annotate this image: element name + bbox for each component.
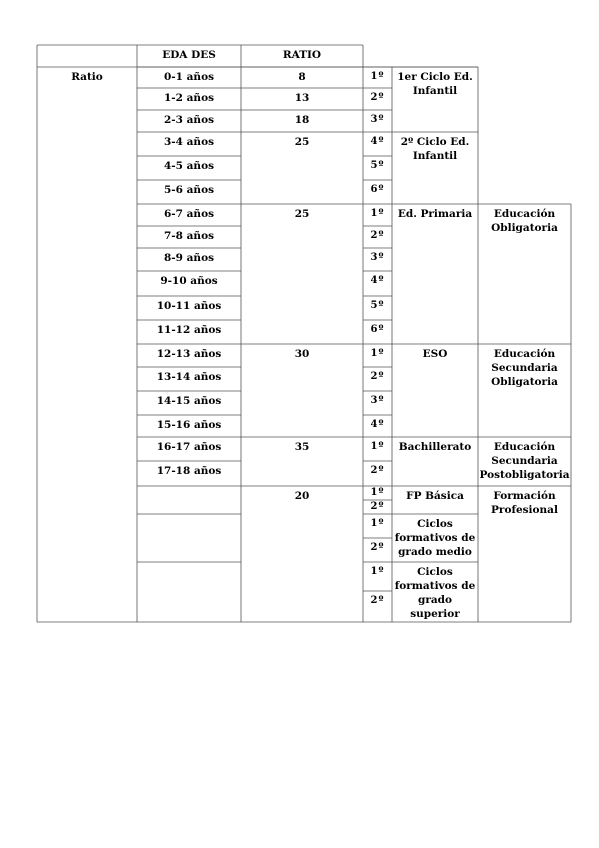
cycle-cell: 1er Ciclo Ed. Infantil [397, 71, 473, 97]
age-cell: 16-17 años [156, 441, 222, 453]
cycle-cell: FP Básica [406, 490, 464, 502]
course-cell: 1º [370, 441, 385, 452]
course-cell: 4º [370, 419, 385, 430]
ratio-cell: 35 [294, 441, 310, 453]
ratio-cell: 20 [294, 490, 310, 502]
course-cell: 2º [370, 230, 385, 241]
course-cell: 4º [370, 136, 385, 147]
age-cell: 17-18 años [156, 465, 222, 477]
header-ratio: RATIO [282, 49, 322, 61]
stage-cell: Educación Secundaria Obligatoria [491, 348, 558, 388]
age-cell: 13-14 años [156, 371, 222, 383]
header-ages: EDA DES [162, 49, 216, 61]
age-cell: 3-4 años [164, 136, 214, 148]
age-cell [137, 486, 241, 514]
ratio-cell: 8 [298, 71, 306, 83]
course-cell: 2º [370, 542, 385, 553]
ratio-cell: 30 [294, 348, 310, 360]
age-cell: 12-13 años [156, 348, 222, 360]
course-cell: 2º [370, 371, 385, 382]
age-cell: 9-10 años [160, 275, 218, 287]
course-cell: 2º [370, 92, 385, 103]
course-cell: 3º [370, 395, 385, 406]
ratio-cell: 18 [294, 114, 310, 126]
age-cell: 4-5 años [164, 160, 214, 172]
cycle-cell: ESO [422, 348, 448, 360]
age-cell: 0-1 años [164, 71, 214, 83]
age-cell [137, 514, 241, 562]
cycle-cell: Ciclos formativos de grado superior [394, 566, 476, 620]
age-cell: 10-11 años [156, 300, 222, 312]
age-cell: 14-15 años [156, 395, 222, 407]
age-cell: 2-3 años [164, 114, 214, 126]
course-cell: 1º [370, 71, 385, 82]
ratio-cell: 25 [294, 136, 310, 148]
course-cell: 2º [370, 501, 385, 512]
stage-cell: Formación Profesional [491, 490, 558, 516]
course-cell: 1º [370, 566, 385, 577]
course-cell: 2º [370, 595, 385, 606]
course-cell: 5º [370, 300, 385, 311]
stage-cell: Educación Secundaria Postobligatoria [479, 441, 570, 481]
course-cell: 3º [370, 252, 385, 263]
course-cell: 3º [370, 114, 385, 125]
course-cell: 2º [370, 465, 385, 476]
age-cell: 8-9 años [164, 252, 214, 264]
ratio-cell: 25 [294, 208, 310, 220]
row-label-ratio: Ratio [71, 71, 103, 83]
course-cell: 6º [370, 324, 385, 335]
stage-cell: Educación Obligatoria [491, 208, 558, 234]
course-cell: 1º [370, 208, 385, 219]
age-cell: 11-12 años [156, 324, 222, 336]
cycle-cell: Ciclos formativos de grado medio [394, 518, 476, 558]
course-cell: 1º [370, 348, 385, 359]
age-cell: 1-2 años [164, 92, 214, 104]
age-cell: 15-16 años [156, 419, 222, 431]
cycle-cell: 2º Ciclo Ed. Infantil [400, 136, 470, 162]
age-cell: 6-7 años [164, 208, 214, 220]
course-cell: 6º [370, 184, 385, 195]
course-cell: 1º [370, 487, 385, 498]
cycle-cell: Ed. Primaria [397, 208, 473, 220]
cycle-cell: Bachillerato [398, 441, 472, 453]
course-cell: 1º [370, 518, 385, 529]
age-cell: 5-6 años [164, 184, 214, 196]
ratio-cell: 13 [294, 92, 310, 104]
age-cell [137, 562, 241, 622]
course-cell: 5º [370, 160, 385, 171]
course-cell: 4º [370, 275, 385, 286]
age-cell: 7-8 años [164, 230, 214, 242]
